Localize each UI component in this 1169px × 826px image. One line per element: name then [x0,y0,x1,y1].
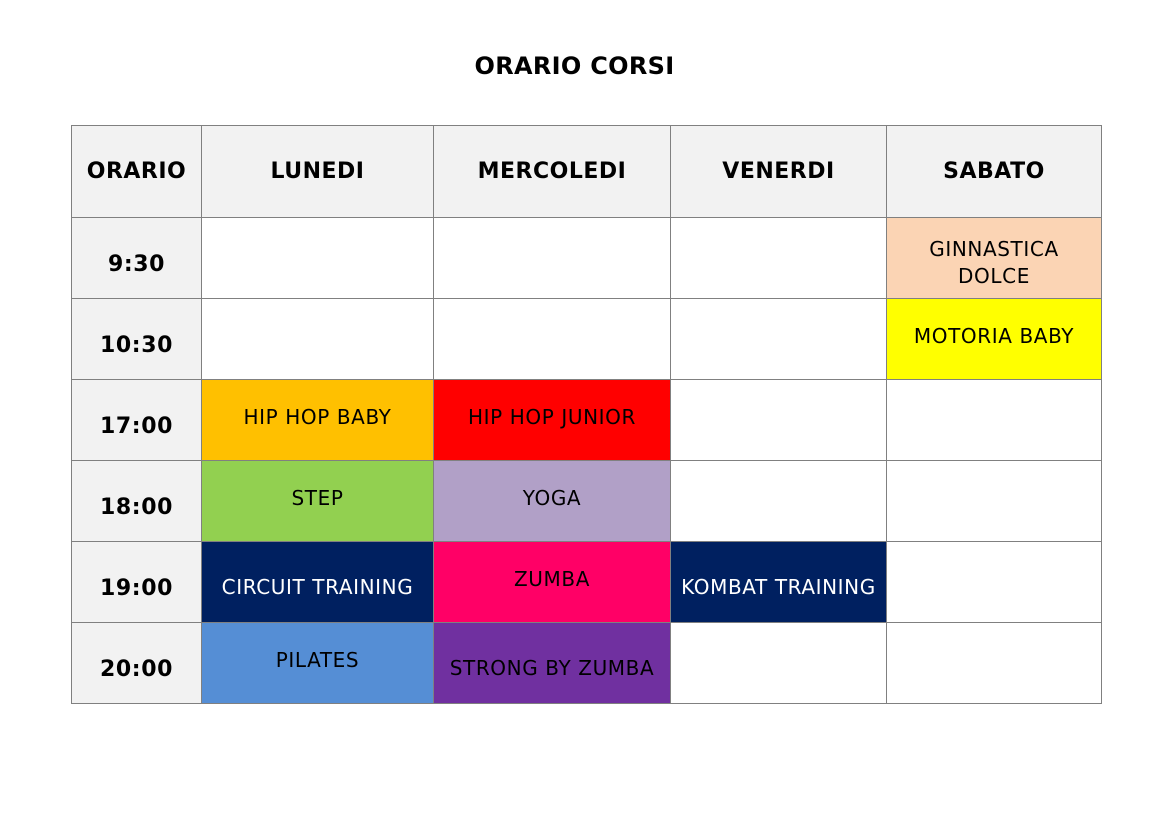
class-cell-sabato [887,542,1102,623]
class-cell-venerdi [671,218,887,299]
time-cell: 18:00 [72,461,202,542]
header-venerdi: VENERDI [671,126,887,218]
class-cell-mercoledi [434,299,671,380]
class-cell-sabato [887,299,1102,380]
class-name: YOGA [522,485,582,510]
header-sabato: SABATO [887,126,1102,218]
page-title: ORARIO CORSI [474,52,675,80]
class-cell-lunedi [202,542,434,623]
time-cell: 19:00 [72,542,202,623]
class-cell-lunedi [202,218,434,299]
table-row [72,623,1102,704]
class-cell-mercoledi [434,380,671,461]
schedule-table [71,125,1102,704]
class-cell-lunedi [202,461,434,542]
class-cell-sabato [887,461,1102,542]
class-name: STRONG BY ZUMBA [449,655,655,680]
class-name: HIP HOP BABY [243,404,392,429]
time-cell: 9:30 [72,218,202,299]
table-row [72,218,1102,299]
class-cell-mercoledi [434,542,671,623]
class-name: PILATES [275,647,360,672]
class-name: GINNASTICA DOLCE [929,237,1059,288]
time-cell: 17:00 [72,380,202,461]
class-cell-sabato [887,218,1102,299]
class-name: MOTORIA BABY [913,323,1075,348]
time-cell: 10:30 [72,299,202,380]
class-cell-venerdi [671,623,887,704]
header-lunedi: LUNEDI [202,126,434,218]
class-cell-mercoledi [434,218,671,299]
class-cell-venerdi [671,299,887,380]
header-mercoledi: MERCOLEDI [434,126,671,218]
class-name: STEP [291,485,344,510]
class-cell-mercoledi [434,461,671,542]
time-cell: 20:00 [72,623,202,704]
class-name: HIP HOP JUNIOR [468,404,636,429]
class-cell-mercoledi [434,623,671,704]
class-name: KOMBAT TRAINING [681,574,876,599]
class-cell-lunedi [202,623,434,704]
class-cell-lunedi [202,380,434,461]
class-cell-sabato [887,380,1102,461]
class-name: ZUMBA [514,566,590,591]
class-cell-lunedi [202,299,434,380]
header-orario: ORARIO [72,126,202,218]
class-name: CIRCUIT TRAINING [221,574,414,599]
table-row [72,461,1102,542]
table-row [72,299,1102,380]
class-cell-venerdi [671,380,887,461]
class-cell-venerdi [671,461,887,542]
class-cell-sabato [887,623,1102,704]
class-cell-venerdi [671,542,887,623]
table-row [72,380,1102,461]
table-row [72,542,1102,623]
header-row [72,126,1102,218]
